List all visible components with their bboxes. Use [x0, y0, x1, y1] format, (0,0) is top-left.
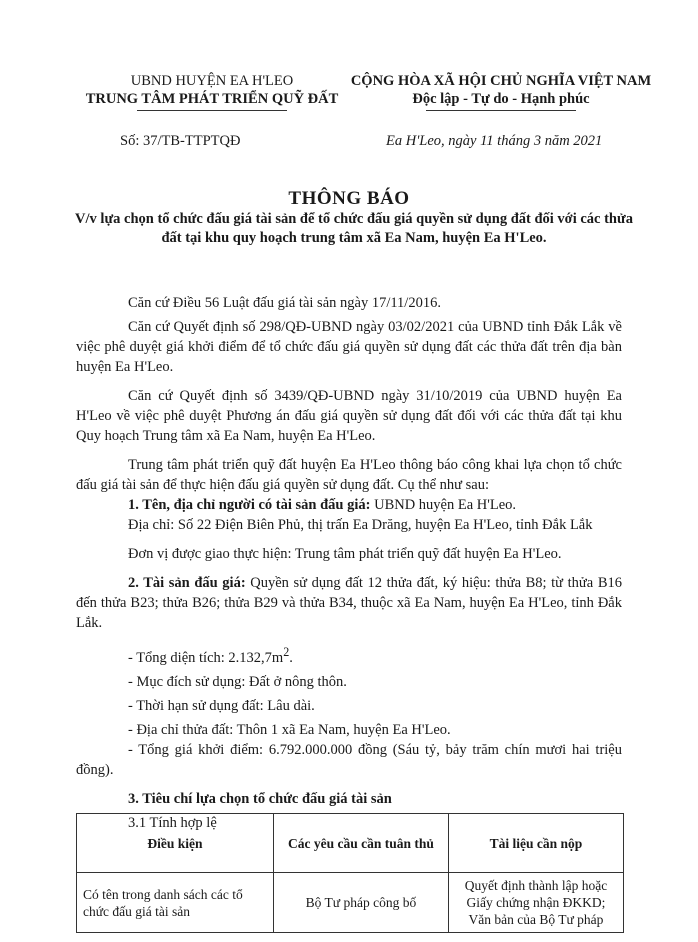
table-cell-documents: Quyết định thành lập hoặc Giấy chứng nhận ĐKKD; Văn bản của Bộ Tư pháp [448, 873, 623, 933]
land-purpose: - Mục đích sử dụng: Đất ở nông thôn. [128, 673, 347, 690]
basis-paragraph-2: Căn cứ Quyết định số 298/QĐ-UBND ngày 03/02/2021 của UBND tỉnh Đắk Lắk về việc phê duyệt giá khởi điểm để tổ chức đấu giá quyền sử dụng đất các thửa đất trên địa bàn huyện Ea H'Leo. [76, 319, 622, 375]
agency-name: TRUNG TÂM PHÁT TRIỂN QUỸ ĐẤT [85, 91, 339, 107]
owner-address: Địa chỉ: Số 22 Điện Biên Phủ, thị trấn Ea Drăng, huyện Ea H'Leo, tỉnh Đắk Lắk [128, 517, 593, 533]
document-subtitle: V/v lựa chọn tổ chức đấu giá tài sản để tổ chức đấu giá quyền sử dụng đất đối với các thửa đất tại khu quy hoạch trung tâm xã Ea Nam, huyện Ea H'Leo. [75, 211, 633, 246]
announcement-paragraph: Trung tâm phát triển quỹ đất huyện Ea H'Leo thông báo công khai lựa chọn tổ chức đấu giá tài sản để thực hiện đấu giá quyền sử dụng đất. Cụ thể như sau: [76, 457, 622, 493]
table-row [77, 873, 624, 933]
national-motto: Độc lập - Tự do - Hạnh phúc [412, 91, 590, 107]
column-header-documents: Tài liệu cần nộp [448, 814, 623, 873]
criteria-table-header-row [77, 814, 624, 873]
table-cell-requirement: Bộ Tư pháp công bố [273, 873, 448, 933]
document-title: THÔNG BÁO [288, 188, 410, 209]
column-header-requirements: Các yêu cầu cần tuân thủ [273, 814, 448, 873]
section-2 [76, 573, 622, 633]
agency-top: UBND HUYỆN EA H'LEO [130, 73, 294, 89]
issuing-agency-block [78, 72, 346, 111]
section-1 [76, 495, 622, 515]
total-area-text: - Tổng diện tích: 2.132,7m [128, 649, 284, 666]
section-2-value: Quyền sử dụng đất 12 thửa đất, ký hiệu: thửa B8; từ thửa B16 đến thửa B23; thửa B26; thửa B29 và thửa B34, thuộc xã Ea Nam, huyện Ea H'Leo, tỉnh Đắk Lắk. [76, 575, 622, 631]
basis-paragraph-1: Căn cứ Điều 56 Luật đấu giá tài sản ngày 17/11/2016. [128, 295, 441, 311]
section-3-heading: 3. Tiêu chí lựa chọn tổ chức đấu giá tài sản [128, 790, 392, 807]
section-1-value: UBND huyện Ea H'Leo. [370, 497, 517, 513]
national-title-block [336, 72, 666, 111]
total-area [76, 642, 622, 668]
document-date: Ea H'Leo, ngày 11 tháng 3 năm 2021 [386, 133, 603, 149]
column-header-condition: Điều kiện [77, 814, 274, 873]
country-name: CỘNG HÒA XÃ HỘI CHỦ NGHĨA VIỆT NAM [350, 73, 652, 89]
section-1-label: 1. Tên, địa chỉ người có tài sản đấu giá: [128, 497, 371, 513]
starting-price: - Tổng giá khởi điểm: 6.792.000.000 đồng (Sáu tỷ, bảy trăm chín mươi hai triệu đồng). [76, 741, 622, 778]
table-cell-condition: Có tên trong danh sách các tổ chức đấu giá tài sản [77, 873, 274, 933]
executing-unit: Đơn vị được giao thực hiện: Trung tâm phát triển quỹ đất huyện Ea H'Leo. [128, 546, 562, 562]
section-3-1-heading: 3.1 Tính hợp lệ [128, 814, 217, 831]
criteria-table [76, 813, 624, 933]
section-2-label: 2. Tài sản đấu giá: [128, 575, 246, 591]
document-body [76, 293, 622, 833]
agency-underline [137, 110, 287, 111]
motto-underline [426, 110, 576, 111]
total-area-end: . [289, 649, 293, 666]
land-location: - Địa chỉ thửa đất: Thôn 1 xã Ea Nam, huyện Ea H'Leo. [128, 721, 451, 738]
basis-paragraph-3: Căn cứ Quyết định số 3439/QĐ-UBND ngày 31/10/2019 của UBND huyện Ea H'Leo về việc phê duyệt Phương án đấu giá quyền sử dụng đất đối với các thửa đất tại khu Quy hoạch Trung tâm xã Ea Nam, huyện Ea H'Leo. [76, 388, 622, 444]
area-unit-superscript: 2 [283, 645, 290, 659]
document-number: Số: 37/TB-TTPTQĐ [120, 133, 241, 149]
land-term: - Thời hạn sử dụng đất: Lâu dài. [128, 697, 315, 714]
